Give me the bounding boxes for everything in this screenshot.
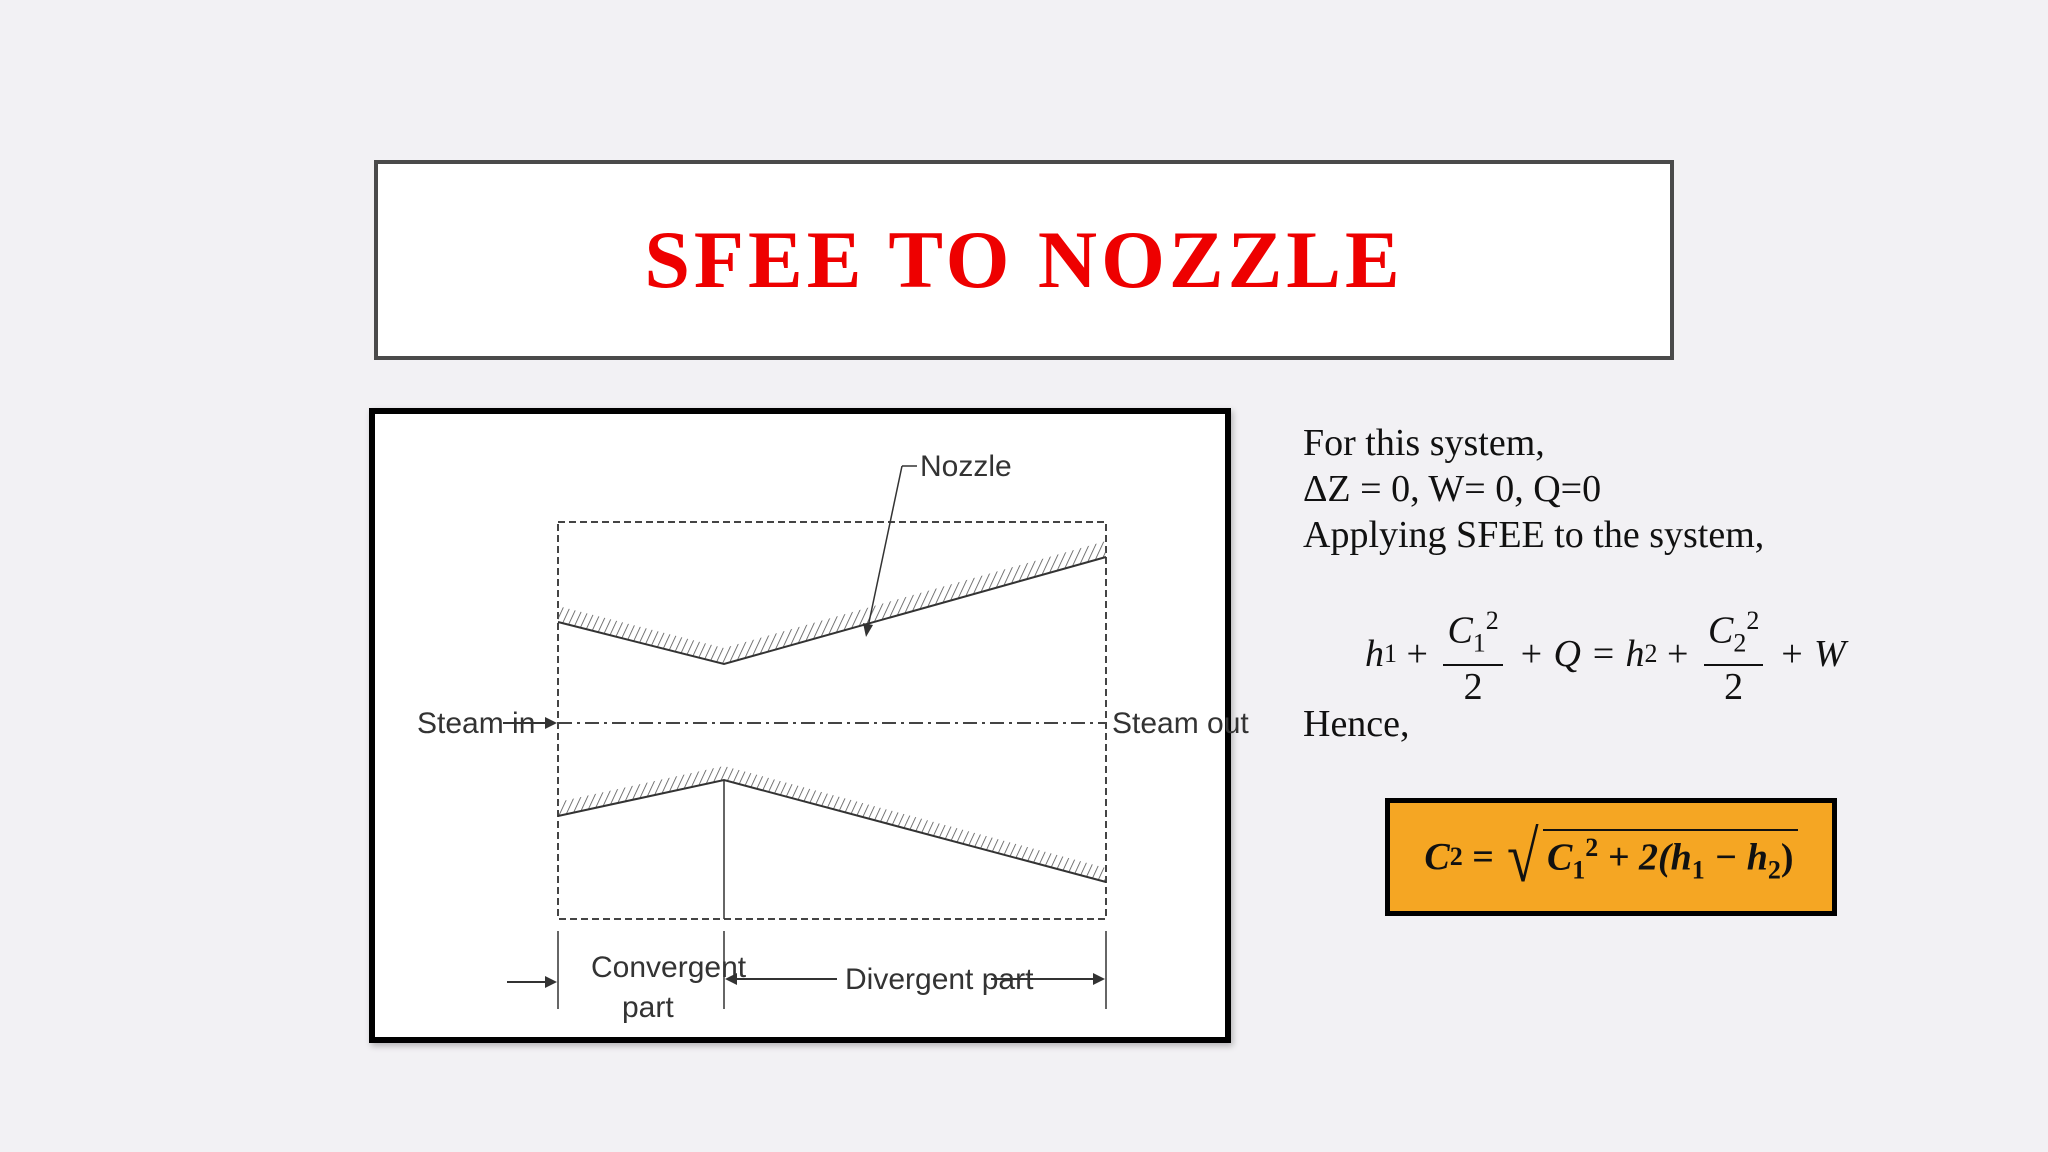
eq-c2-sup: 2 [1746, 606, 1760, 635]
lower-wall-hatch [558, 766, 1106, 882]
sqrt-icon: √ [1507, 817, 1539, 897]
eq-frac1 [1443, 600, 1502, 708]
eq-frac2 [1704, 600, 1763, 708]
eq-c1-sub: 1 [1472, 628, 1486, 658]
steam-in-arrowhead [545, 717, 557, 729]
result-equals: = [1462, 836, 1504, 878]
nozzle-diagram [369, 408, 1249, 1043]
convergent-label-line2: part [622, 991, 674, 1024]
result-lhs: C [1424, 836, 1450, 878]
text-line-2: ΔZ = 0, W= 0, Q=0 [1303, 468, 1602, 510]
result-h1-sub: 1 [1691, 855, 1705, 885]
sfee-equation [1365, 600, 1846, 708]
eq-c1-sup: 2 [1485, 606, 1499, 635]
eq-plus2: + [1657, 633, 1698, 676]
result-lhs-sub: 2 [1449, 842, 1463, 871]
text-line-1: For this system, [1303, 422, 1545, 464]
title-box [374, 160, 1674, 360]
eq-h1: h [1365, 633, 1384, 676]
eq-h2: h [1625, 633, 1645, 676]
eq-c1: C [1447, 609, 1473, 652]
eq-den2: 2 [1724, 666, 1744, 709]
result-close: ) [1780, 836, 1794, 879]
eq-c2: C [1707, 609, 1734, 652]
eq-h1-sub: 1 [1384, 639, 1397, 669]
explanation-text [1303, 420, 1764, 558]
divergent-dim-arrowhead-right [1093, 973, 1105, 985]
eq-plus1: + [1397, 633, 1438, 676]
convergent-dim-arrowhead [545, 976, 557, 988]
result-h2-sub: 2 [1767, 855, 1781, 885]
eq-plus-q: + Q = [1508, 633, 1626, 676]
eq-plus-w: + W [1769, 633, 1846, 676]
result-c1: C [1546, 836, 1573, 879]
result-c1-sub: 1 [1572, 855, 1586, 885]
result-formula-box [1385, 798, 1837, 916]
eq-h2-sub: 2 [1644, 639, 1658, 669]
convergent-label-line1: Convergent [591, 951, 747, 984]
nozzle-leader-arrowhead [863, 623, 873, 637]
result-sqrt-body [1543, 829, 1798, 885]
eq-den1: 2 [1463, 666, 1483, 709]
hence-text: Hence, [1303, 703, 1410, 745]
eq-c2-sub: 2 [1733, 628, 1747, 658]
nozzle-diagram-svg [375, 414, 1249, 1037]
upper-wall-hatch [558, 541, 1106, 664]
result-minus: − h [1704, 836, 1768, 879]
steam-in-label: Steam in [417, 707, 536, 740]
slide-title: SFEE TO NOZZLE [644, 214, 1404, 305]
text-line-3: Applying SFEE to the system, [1303, 514, 1765, 556]
result-rest: + 2(h [1598, 836, 1692, 879]
divergent-label: Divergent part [845, 963, 1034, 996]
steam-out-label: Steam out [1112, 707, 1249, 740]
nozzle-label: Nozzle [920, 450, 1012, 483]
result-c1-sup: 2 [1585, 832, 1599, 862]
